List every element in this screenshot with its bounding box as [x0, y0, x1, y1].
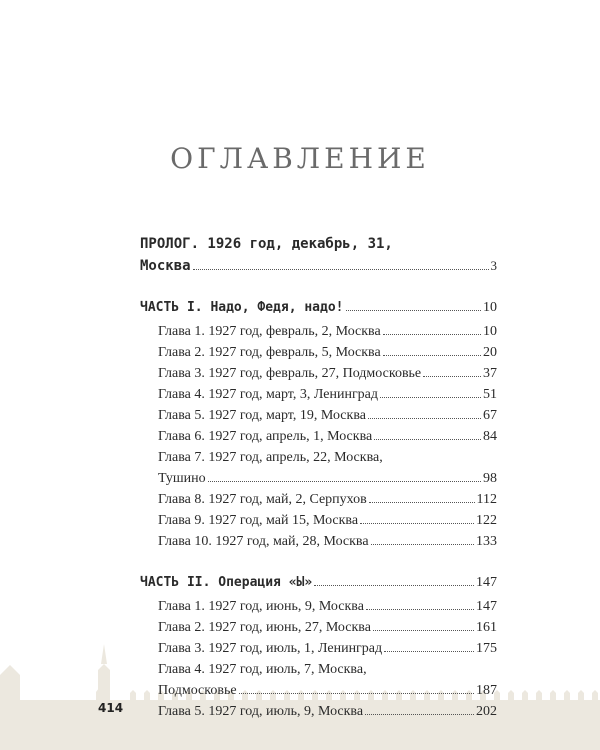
toc-chapter[interactable] [140, 426, 497, 447]
chapter-title: Глава 4. 1927 год, март, 3, Ленинград [158, 387, 379, 402]
wall-merlon [536, 690, 542, 700]
dot-leader [384, 651, 474, 652]
toc-chapter[interactable] [140, 405, 497, 426]
chapter-title: Глава 1. 1927 год, февраль, 2, Москва [158, 324, 381, 339]
part-page: 147 [476, 575, 497, 590]
chapter-page: 37 [483, 366, 497, 381]
toc-part[interactable] [140, 298, 497, 318]
wall-merlon [550, 690, 556, 700]
dot-leader [383, 355, 481, 356]
toc-chapter[interactable] [140, 363, 497, 384]
chapter-title: Глава 1. 1927 год, июнь, 9, Москва [158, 599, 364, 614]
toc-chapter[interactable] [140, 384, 497, 405]
prologue-page: 3 [490, 258, 497, 273]
wall-merlon [130, 690, 136, 700]
kremlin-tower-icon [98, 644, 110, 700]
dot-leader [360, 523, 474, 524]
toc-chapter[interactable] [140, 596, 497, 617]
prologue-title-line: ПРОЛОГ. 1926 год, декабрь, 31, [140, 236, 393, 252]
chapter-title: Глава 2. 1927 год, февраль, 5, Москва [158, 345, 381, 360]
part-title: ЧАСТЬ II. Операция «Ы» [140, 575, 313, 590]
wall-merlon [508, 690, 514, 700]
chapter-page: 122 [476, 513, 497, 528]
dot-leader [380, 397, 481, 398]
chapter-title: Глава 2. 1927 год, июнь, 27, Москва [158, 620, 371, 635]
dot-leader [346, 310, 482, 311]
toc-chapter[interactable] [140, 447, 497, 489]
chapter-page: 10 [483, 324, 497, 339]
toc-chapter[interactable] [140, 531, 497, 552]
dot-leader [373, 630, 474, 631]
toc-chapter[interactable] [140, 342, 497, 363]
toc-chapter[interactable] [140, 321, 497, 342]
wall-merlon [522, 690, 528, 700]
toc-chapter[interactable] [140, 489, 497, 510]
chapter-title-line: Глава 4. 1927 год, июль, 7, Москва, [158, 662, 367, 677]
dot-leader [366, 609, 474, 610]
dot-leader [365, 714, 474, 715]
chapter-page: 51 [483, 387, 497, 402]
toc-chapter[interactable] [140, 701, 497, 722]
toc-chapter[interactable] [140, 659, 497, 701]
toc-part[interactable] [140, 573, 497, 593]
chapter-title: Глава 10. 1927 год, май, 28, Москва [158, 534, 369, 549]
chapter-title: Подмосковье [158, 683, 237, 698]
chapter-page: 98 [483, 471, 497, 486]
dot-leader [239, 693, 474, 694]
wall-merlon [578, 690, 584, 700]
wall-merlon [592, 690, 598, 700]
part-page: 10 [483, 300, 497, 315]
toc-chapter[interactable] [140, 617, 497, 638]
table-of-contents [140, 234, 497, 722]
dot-leader [208, 481, 481, 482]
chapter-page: 147 [476, 599, 497, 614]
dot-leader [314, 585, 474, 586]
chapter-title: Глава 5. 1927 год, март, 19, Москва [158, 408, 366, 423]
chapter-title: Глава 3. 1927 год, февраль, 27, Подмосковье [158, 366, 422, 381]
chapter-page: 133 [476, 534, 497, 549]
wall-merlon [564, 690, 570, 700]
chapter-title: Глава 8. 1927 год, май, 2, Серпухов [158, 492, 367, 507]
dot-leader [383, 334, 481, 335]
chapter-title: Глава 5. 1927 год, июль, 9, Москва [158, 704, 364, 719]
chapter-page: 187 [476, 683, 497, 698]
toc-chapter[interactable] [140, 638, 497, 659]
chapter-page: 202 [476, 704, 497, 719]
part-title: ЧАСТЬ I. Надо, Федя, надо! [140, 300, 344, 315]
chapter-page: 112 [476, 492, 497, 507]
toc-chapter[interactable] [140, 510, 497, 531]
chapter-page: 175 [476, 641, 497, 656]
chapter-title: Глава 6. 1927 год, апрель, 1, Москва [158, 429, 373, 444]
dot-leader [193, 269, 489, 270]
chapter-page: 20 [483, 345, 497, 360]
chapter-title: Глава 9. 1927 год, май 15, Москва [158, 513, 359, 528]
chapter-title-line: Глава 7. 1927 год, апрель, 22, Москва, [158, 450, 383, 465]
chapter-page: 84 [483, 429, 497, 444]
dot-leader [423, 376, 481, 377]
chapter-title: Глава 3. 1927 год, июль, 1, Ленинград [158, 641, 383, 656]
dot-leader [368, 418, 481, 419]
page-title: ОГЛАВЛЕНИЕ [170, 142, 430, 175]
toc-prologue[interactable] [140, 234, 497, 277]
chapter-title: Тушино [158, 471, 206, 486]
dot-leader [369, 502, 475, 503]
prologue-title-end: Москва [140, 258, 191, 274]
chapter-page: 161 [476, 620, 497, 635]
page-number: 414 [98, 701, 124, 715]
chapter-page: 67 [483, 408, 497, 423]
dot-leader [371, 544, 474, 545]
dot-leader [374, 439, 481, 440]
